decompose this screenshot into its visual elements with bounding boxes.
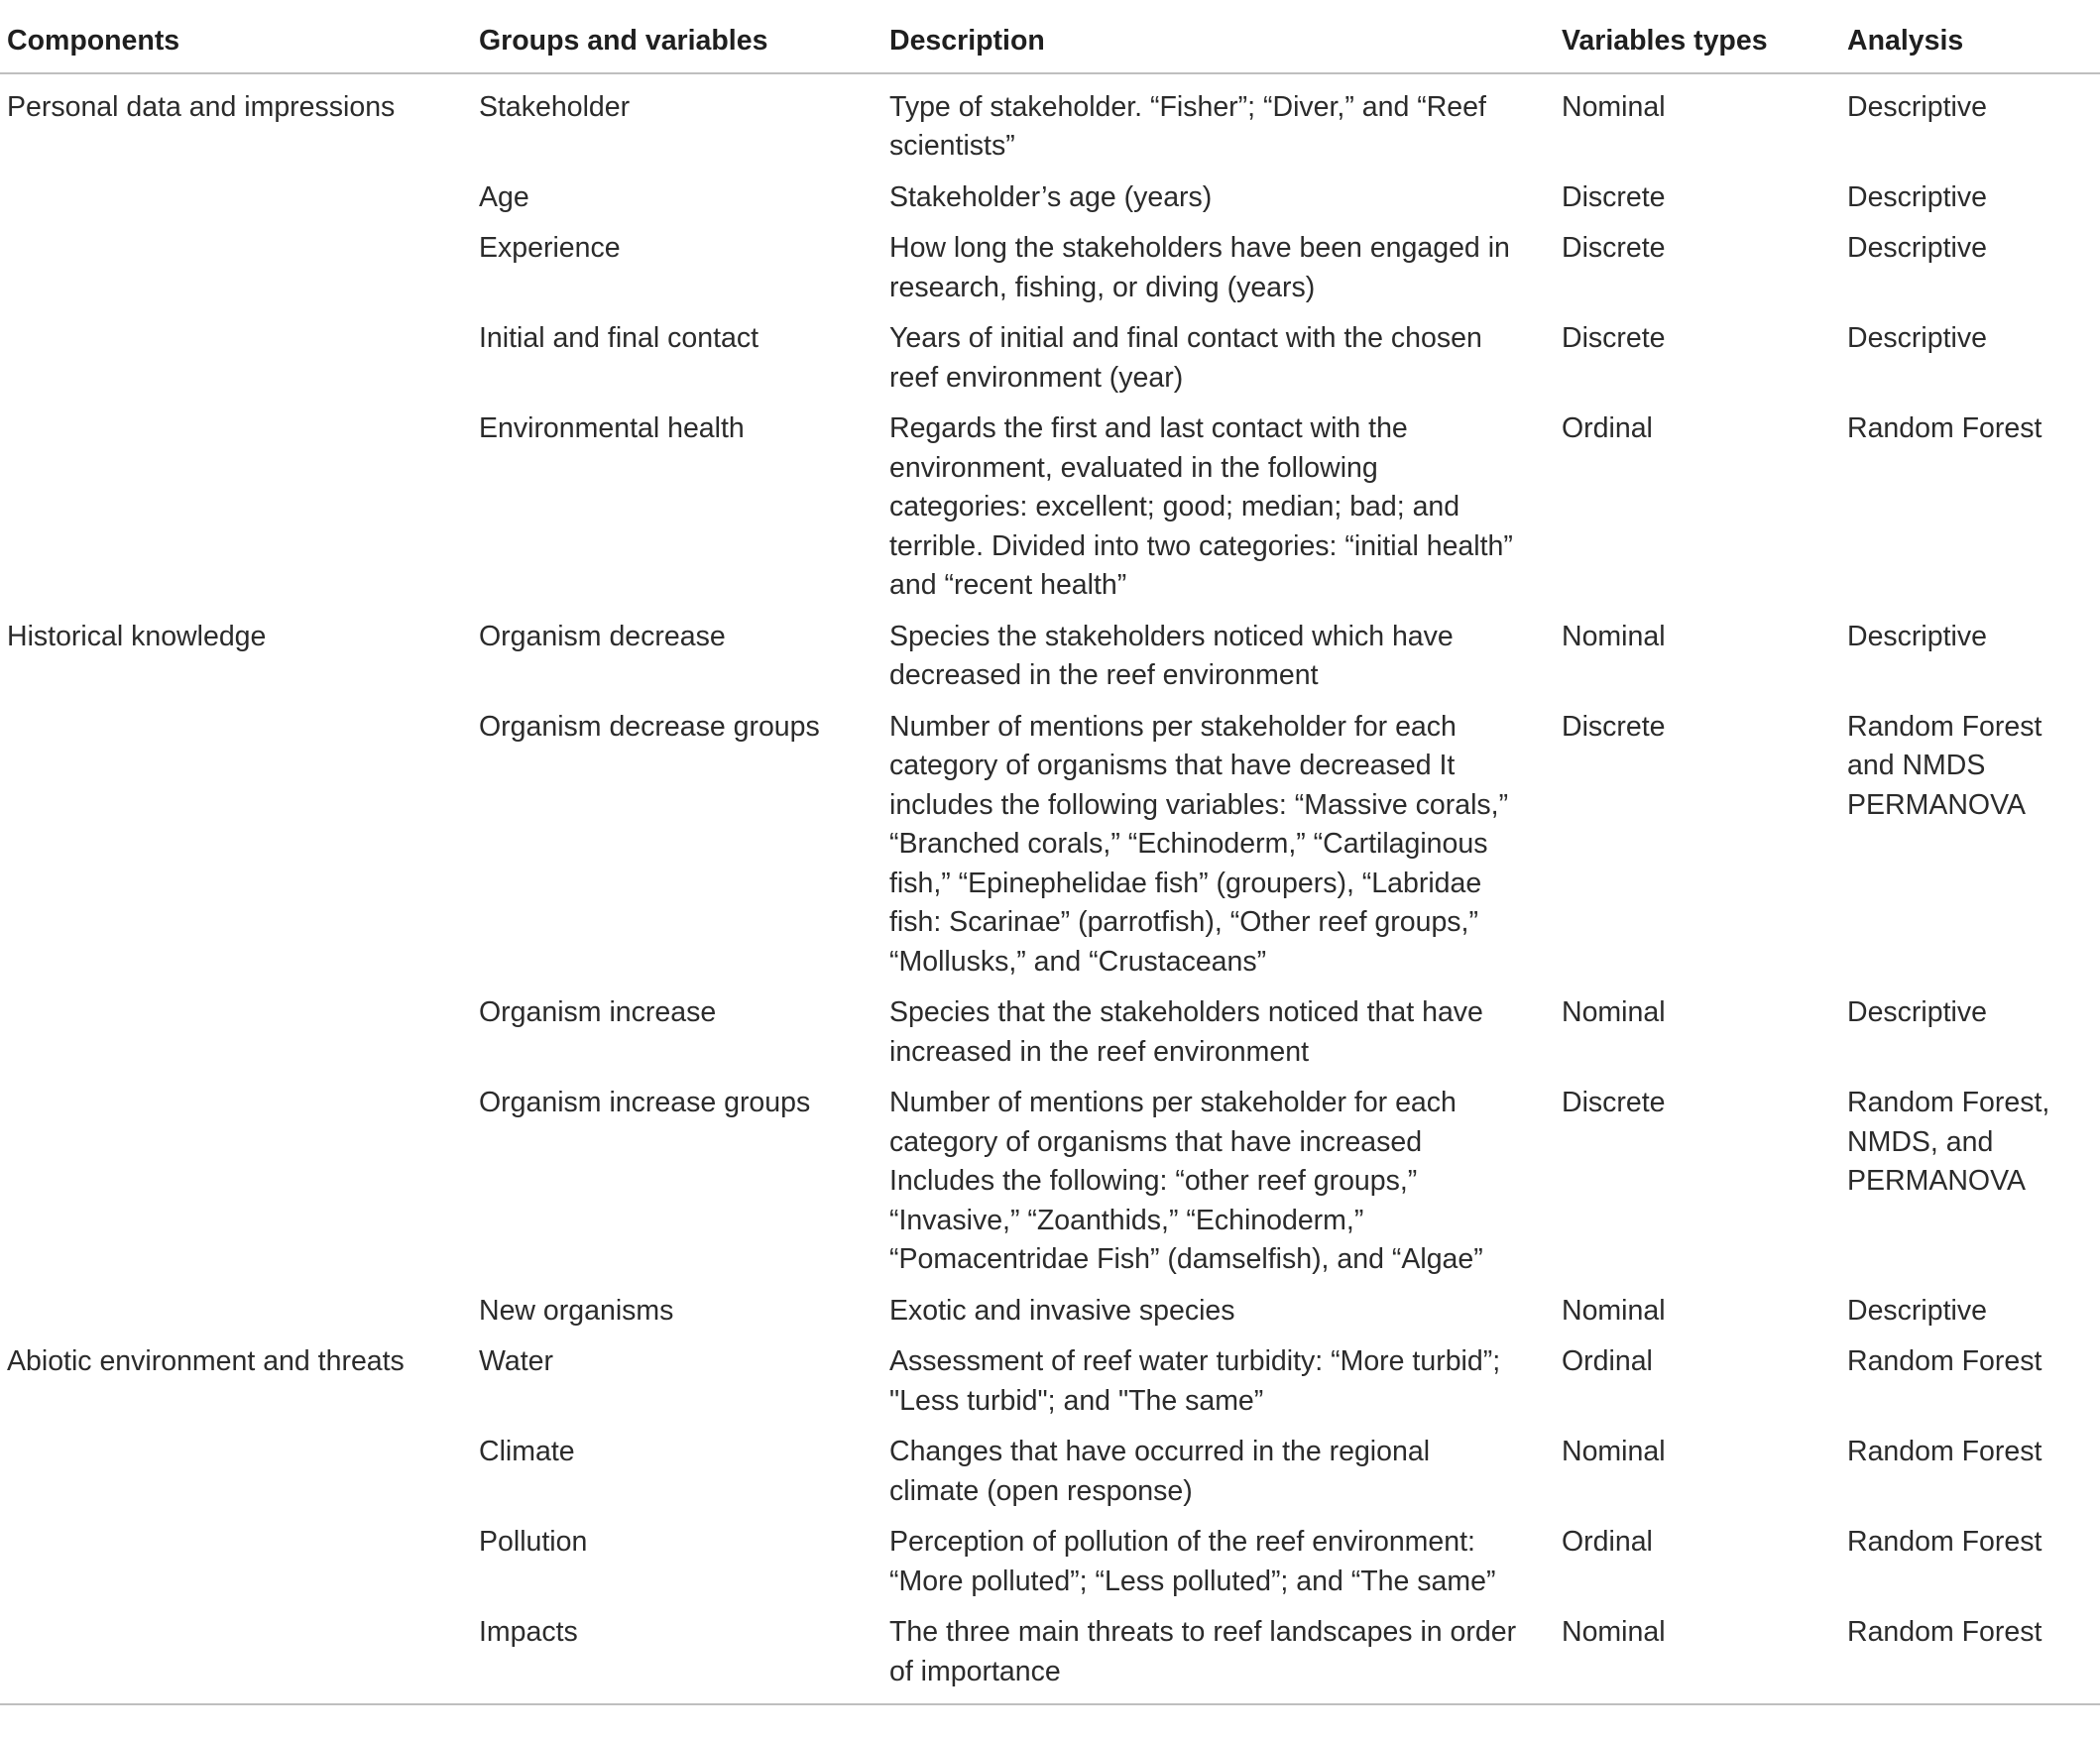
cell-analysis: Random Forest <box>1847 1526 2042 1558</box>
cell-description: Regards the first and last contact with the environment, evaluated in the following categories: excellent; good; median; bad; and terrible. Divided into two categories: “initial health” and “recent health” <box>889 412 1513 601</box>
cell-description: Number of mentions per stakeholder for each category of organisms that have increased Includes the following: “other reef groups,” “Invasive,” “Zoanthids,” “Echinoderm,” “Pomacentridae Fish” (damselfish), and “Algae” <box>889 1087 1483 1275</box>
cell-analysis: Descriptive <box>1847 232 1987 264</box>
table-row <box>0 225 2100 315</box>
cell-component <box>0 225 473 315</box>
cell-component <box>0 1080 473 1288</box>
cell-description: Changes that have occurred in the regional climate (open response) <box>889 1436 1431 1507</box>
table-row <box>0 1429 2100 1519</box>
cell-component <box>0 989 473 1080</box>
cell-analysis: Descriptive <box>1847 180 1987 213</box>
cell-type: Ordinal <box>1562 1345 1653 1377</box>
header-groups-and-variables: Groups and variables <box>473 14 889 73</box>
cell-component: Historical knowledge <box>7 620 267 652</box>
cell-group: Pollution <box>479 1526 588 1558</box>
cell-group: Environmental health <box>479 412 745 444</box>
table-header <box>0 14 2100 73</box>
cell-type: Discrete <box>1562 710 1666 743</box>
cell-group: New organisms <box>479 1294 674 1327</box>
cell-analysis: Descriptive <box>1847 90 1987 123</box>
table-row <box>0 174 2100 226</box>
cell-type: Nominal <box>1562 90 1666 123</box>
table-row <box>0 1080 2100 1288</box>
cell-type: Discrete <box>1562 322 1666 354</box>
cell-type: Nominal <box>1562 1294 1666 1327</box>
cell-group: Organism decrease groups <box>479 710 820 743</box>
cell-analysis: Descriptive <box>1847 620 1987 652</box>
cell-component: Personal data and impressions <box>7 90 396 123</box>
table-row <box>0 1338 2100 1429</box>
header-description: Description <box>889 14 1562 73</box>
cell-description: Species that the stakeholders noticed that have increased in the reef environment <box>889 996 1483 1068</box>
cell-component <box>0 1519 473 1609</box>
table-row <box>0 1609 2100 1704</box>
cell-type: Ordinal <box>1562 1526 1653 1558</box>
cell-component: Abiotic environment and threats <box>7 1345 405 1377</box>
cell-type: Discrete <box>1562 1087 1666 1118</box>
cell-group: Stakeholder <box>479 90 631 123</box>
cell-type: Discrete <box>1562 232 1666 264</box>
cell-type: Nominal <box>1562 620 1666 652</box>
cell-component <box>0 315 473 406</box>
cell-description: Years of initial and final contact with the chosen reef environment (year) <box>889 322 1482 394</box>
cell-type: Nominal <box>1562 1609 1847 1704</box>
cell-type: Ordinal <box>1562 412 1653 444</box>
cell-group: Organism decrease <box>479 620 726 652</box>
cell-description: Species the stakeholders noticed which have decreased in the reef environment <box>889 620 1454 691</box>
cell-group: Climate <box>479 1436 575 1467</box>
cell-analysis: Random Forest <box>1847 412 2042 444</box>
cell-component <box>0 1609 473 1704</box>
table-row <box>0 315 2100 406</box>
cell-analysis: Descriptive <box>1847 996 1987 1028</box>
cell-component <box>0 1429 473 1519</box>
cell-group: Impacts <box>473 1609 889 1704</box>
cell-group: Age <box>479 180 529 213</box>
cell-description: Exotic and invasive species <box>889 1294 1235 1327</box>
table-row <box>0 704 2100 990</box>
table-row <box>0 1519 2100 1609</box>
cell-description: Number of mentions per stakeholder for each category of organisms that have decreased It includes the following variables: “Massive corals,” “Branched corals,” “Echinoderm,” “Cartilaginous fish,” “Epinephelidae fish” (groupers), “Labridae fish: Scarinae” (parrotfish), “Other reef groups,” “Mollusks,” and “Crustaceans” <box>889 710 1509 978</box>
variables-table <box>0 14 2100 1705</box>
table-row <box>0 73 2100 174</box>
cell-group: Water <box>479 1345 553 1377</box>
cell-analysis: Descriptive <box>1847 322 1987 354</box>
cell-description: The three main threats to reef landscapes in order of importance <box>889 1609 1562 1704</box>
table-row <box>0 406 2100 614</box>
header-analysis: Analysis <box>1847 14 2100 73</box>
cell-type: Nominal <box>1562 996 1666 1028</box>
cell-group: Organism increase groups <box>479 1087 811 1118</box>
cell-component <box>0 174 473 226</box>
cell-description: Stakeholder’s age (years) <box>889 180 1213 213</box>
table-row <box>0 989 2100 1080</box>
cell-description: How long the stakeholders have been engaged in research, fishing, or diving (years) <box>889 232 1510 303</box>
cell-analysis: Random Forest <box>1847 1345 2042 1377</box>
cell-analysis: Random Forest <box>1847 1436 2042 1467</box>
cell-analysis: Random Forest <box>1847 1609 2100 1704</box>
cell-type: Nominal <box>1562 1436 1666 1467</box>
header-variables-types: Variables types <box>1562 14 1847 73</box>
table-row <box>0 1288 2100 1339</box>
cell-description: Type of stakeholder. “Fisher”; “Diver,” and “Reef scientists” <box>889 90 1486 162</box>
cell-group: Organism increase <box>479 996 717 1028</box>
table-row <box>0 614 2100 704</box>
cell-group: Initial and final contact <box>479 322 759 354</box>
cell-analysis: Random Forest, NMDS, and PERMANOVA <box>1847 1087 2050 1197</box>
cell-description: Assessment of reef water turbidity: “More turbid”; "Less turbid"; and "The same” <box>889 1345 1501 1417</box>
cell-analysis: Random Forest and NMDS PERMANOVA <box>1847 710 2042 821</box>
cell-component <box>0 1288 473 1339</box>
header-components: Components <box>0 14 473 73</box>
table-body <box>0 73 2100 1705</box>
cell-type: Discrete <box>1562 180 1666 213</box>
cell-component <box>0 704 473 990</box>
cell-component <box>0 406 473 614</box>
header-row <box>0 14 2100 73</box>
cell-analysis: Descriptive <box>1847 1294 1987 1327</box>
cell-group: Experience <box>479 232 621 264</box>
cell-description: Perception of pollution of the reef environment: “More polluted”; “Less polluted”; and “The same” <box>889 1526 1496 1597</box>
